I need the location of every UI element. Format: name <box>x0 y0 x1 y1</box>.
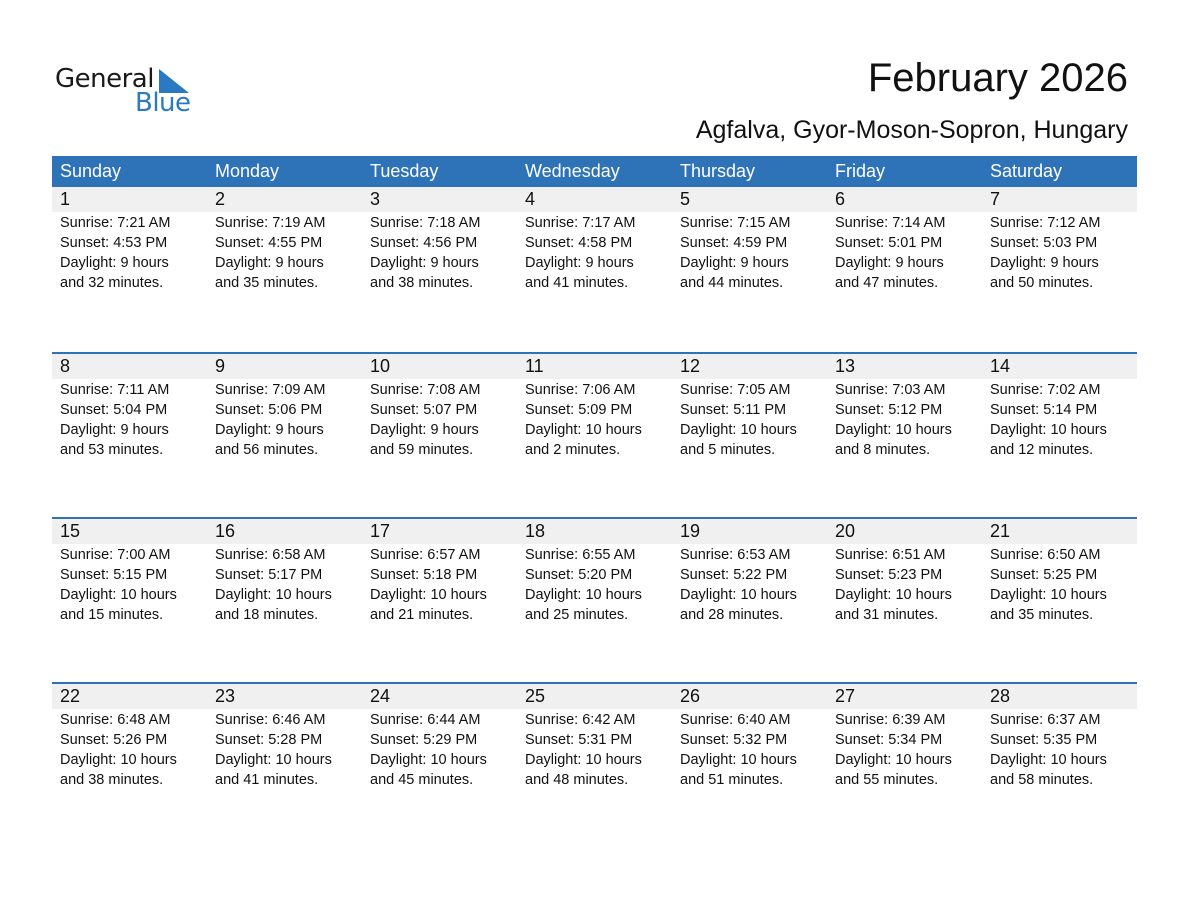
sunrise-time: Sunrise: 7:12 AM <box>990 215 1101 231</box>
daylight-duration: Daylight: 9 hours <box>835 255 944 271</box>
daylight-duration: and 48 minutes. <box>525 772 629 788</box>
sunrise-time: Sunrise: 6:40 AM <box>680 712 791 728</box>
sunset-time: Sunset: 5:15 PM <box>60 567 168 583</box>
sunset-time: Sunset: 5:26 PM <box>60 732 168 748</box>
day-number: 19 <box>680 521 701 541</box>
daylight-duration: and 5 minutes. <box>680 442 776 458</box>
weekday-header-thursday: Thursday <box>680 161 756 181</box>
weekday-header-sunday: Sunday <box>60 161 122 181</box>
daylight-duration: Daylight: 10 hours <box>370 587 487 603</box>
sunset-time: Sunset: 5:34 PM <box>835 732 943 748</box>
sunset-time: Sunset: 5:01 PM <box>835 235 943 251</box>
daylight-duration: Daylight: 10 hours <box>990 587 1107 603</box>
daylight-duration: and 55 minutes. <box>835 772 939 788</box>
day-cell <box>52 709 207 790</box>
calendar-grid <box>52 156 1137 847</box>
daylight-duration: Daylight: 10 hours <box>525 422 642 438</box>
logo-text-blue: Blue <box>135 88 191 118</box>
day-number: 21 <box>990 521 1011 541</box>
daylight-duration: and 31 minutes. <box>835 607 939 623</box>
sunset-time: Sunset: 5:17 PM <box>215 567 323 583</box>
sunrise-time: Sunrise: 6:55 AM <box>525 547 636 563</box>
daylight-duration: and 58 minutes. <box>990 772 1094 788</box>
daylight-duration: and 38 minutes. <box>60 772 164 788</box>
day-number: 9 <box>215 356 226 376</box>
week-row <box>52 352 1137 517</box>
day-cell <box>362 212 517 293</box>
daylight-duration: Daylight: 10 hours <box>680 587 797 603</box>
daylight-duration: and 41 minutes. <box>215 772 319 788</box>
day-cell <box>982 379 1137 460</box>
daylight-duration: Daylight: 9 hours <box>370 255 479 271</box>
daylight-duration: Daylight: 9 hours <box>990 255 1099 271</box>
sunrise-time: Sunrise: 7:03 AM <box>835 382 946 398</box>
day-cell <box>517 544 672 625</box>
weekday-header-saturday: Saturday <box>990 161 1063 181</box>
sunset-time: Sunset: 5:09 PM <box>525 402 633 418</box>
sunrise-time: Sunrise: 6:53 AM <box>680 547 791 563</box>
day-details-row <box>52 709 1137 790</box>
day-number: 7 <box>990 189 1001 209</box>
day-number: 28 <box>990 686 1011 706</box>
daylight-duration: Daylight: 10 hours <box>215 752 332 768</box>
sunset-time: Sunset: 5:28 PM <box>215 732 323 748</box>
sunset-time: Sunset: 5:35 PM <box>990 732 1098 748</box>
daylight-duration: Daylight: 10 hours <box>990 422 1107 438</box>
day-cell <box>982 709 1137 790</box>
daylight-duration: Daylight: 9 hours <box>215 422 324 438</box>
sunrise-time: Sunrise: 6:44 AM <box>370 712 481 728</box>
sunrise-time: Sunrise: 6:46 AM <box>215 712 326 728</box>
logo-text-general: General <box>55 64 154 94</box>
day-number: 2 <box>215 189 226 209</box>
day-cell <box>672 379 827 460</box>
day-cell <box>362 709 517 790</box>
day-cell <box>672 544 827 625</box>
day-number: 4 <box>525 189 536 209</box>
daylight-duration: and 2 minutes. <box>525 442 621 458</box>
daylight-duration: and 35 minutes. <box>990 607 1094 623</box>
sunrise-time: Sunrise: 7:14 AM <box>835 215 946 231</box>
sunrise-time: Sunrise: 7:18 AM <box>370 215 481 231</box>
day-cell <box>672 212 827 293</box>
daylight-duration: Daylight: 10 hours <box>990 752 1107 768</box>
week-row <box>52 517 1137 682</box>
sunset-time: Sunset: 5:29 PM <box>370 732 478 748</box>
day-cell <box>207 379 362 460</box>
sunset-time: Sunset: 5:22 PM <box>680 567 788 583</box>
day-number: 20 <box>835 521 856 541</box>
sunrise-time: Sunrise: 7:05 AM <box>680 382 791 398</box>
day-cell <box>362 379 517 460</box>
daylight-duration: and 25 minutes. <box>525 607 629 623</box>
daylight-duration: Daylight: 9 hours <box>680 255 789 271</box>
daylight-duration: Daylight: 10 hours <box>525 587 642 603</box>
daylight-duration: and 59 minutes. <box>370 442 474 458</box>
date-number-bar <box>52 354 1137 379</box>
day-number: 22 <box>60 686 81 706</box>
daylight-duration: and 21 minutes. <box>370 607 474 623</box>
sunset-time: Sunset: 5:12 PM <box>835 402 943 418</box>
day-number: 24 <box>370 686 391 706</box>
sunset-time: Sunset: 5:03 PM <box>990 235 1098 251</box>
date-number-bar <box>52 187 1137 212</box>
sunrise-time: Sunrise: 7:21 AM <box>60 215 171 231</box>
sunrise-time: Sunrise: 7:17 AM <box>525 215 636 231</box>
sunset-time: Sunset: 5:07 PM <box>370 402 478 418</box>
weeks-container <box>52 187 1137 847</box>
day-number: 10 <box>370 356 391 376</box>
logo <box>55 62 195 118</box>
daylight-duration: and 28 minutes. <box>680 607 784 623</box>
day-cell <box>517 379 672 460</box>
day-number: 1 <box>60 189 71 209</box>
day-cell <box>827 709 982 790</box>
daylight-duration: and 50 minutes. <box>990 275 1094 291</box>
sunset-time: Sunset: 5:04 PM <box>60 402 168 418</box>
daylight-duration: and 44 minutes. <box>680 275 784 291</box>
day-number: 3 <box>370 189 381 209</box>
day-number: 12 <box>680 356 701 376</box>
weekday-header-wednesday: Wednesday <box>525 161 620 181</box>
daylight-duration: Daylight: 10 hours <box>60 752 177 768</box>
sunrise-time: Sunrise: 6:39 AM <box>835 712 946 728</box>
daylight-duration: Daylight: 9 hours <box>60 255 169 271</box>
sunrise-time: Sunrise: 7:11 AM <box>60 382 170 398</box>
daylight-duration: and 45 minutes. <box>370 772 474 788</box>
day-cell <box>982 544 1137 625</box>
sunset-time: Sunset: 5:06 PM <box>215 402 323 418</box>
day-cell <box>827 544 982 625</box>
day-cell <box>362 544 517 625</box>
day-cell <box>52 544 207 625</box>
day-cell <box>827 379 982 460</box>
day-cell <box>52 379 207 460</box>
sunrise-time: Sunrise: 7:15 AM <box>680 215 791 231</box>
daylight-duration: and 47 minutes. <box>835 275 939 291</box>
day-number: 5 <box>680 189 691 209</box>
sunset-time: Sunset: 5:20 PM <box>525 567 633 583</box>
sunrise-time: Sunrise: 7:09 AM <box>215 382 326 398</box>
sunrise-time: Sunrise: 6:58 AM <box>215 547 326 563</box>
day-number: 14 <box>990 356 1011 376</box>
day-cell <box>672 709 827 790</box>
sunrise-time: Sunrise: 7:00 AM <box>60 547 171 563</box>
day-cell <box>52 212 207 293</box>
day-cell <box>827 212 982 293</box>
week-row <box>52 187 1137 352</box>
sunset-time: Sunset: 5:31 PM <box>525 732 633 748</box>
weekday-header-row <box>52 156 1137 187</box>
daylight-duration: and 38 minutes. <box>370 275 474 291</box>
weekday-header-tuesday: Tuesday <box>370 161 439 181</box>
sunrise-time: Sunrise: 6:57 AM <box>370 547 481 563</box>
day-number: 8 <box>60 356 71 376</box>
weekday-header-monday: Monday <box>215 161 280 181</box>
daylight-duration: Daylight: 9 hours <box>60 422 169 438</box>
sunrise-time: Sunrise: 6:48 AM <box>60 712 171 728</box>
day-number: 15 <box>60 521 81 541</box>
daylight-duration: Daylight: 9 hours <box>370 422 479 438</box>
daylight-duration: Daylight: 10 hours <box>525 752 642 768</box>
daylight-duration: Daylight: 10 hours <box>60 587 177 603</box>
day-cell <box>982 212 1137 293</box>
day-cell <box>517 212 672 293</box>
daylight-duration: Daylight: 10 hours <box>370 752 487 768</box>
daylight-duration: and 56 minutes. <box>215 442 319 458</box>
sunset-time: Sunset: 4:58 PM <box>525 235 633 251</box>
date-number-bar <box>52 519 1137 544</box>
sunrise-time: Sunrise: 6:51 AM <box>835 547 946 563</box>
sunrise-time: Sunrise: 7:02 AM <box>990 382 1101 398</box>
sunrise-time: Sunrise: 7:06 AM <box>525 382 636 398</box>
daylight-duration: and 15 minutes. <box>60 607 164 623</box>
daylight-duration: and 18 minutes. <box>215 607 319 623</box>
daylight-duration: and 12 minutes. <box>990 442 1094 458</box>
daylight-duration: and 41 minutes. <box>525 275 629 291</box>
day-number: 25 <box>525 686 546 706</box>
sunset-time: Sunset: 4:55 PM <box>215 235 323 251</box>
sunset-time: Sunset: 4:59 PM <box>680 235 788 251</box>
sunset-time: Sunset: 5:11 PM <box>680 402 787 418</box>
sunrise-time: Sunrise: 7:08 AM <box>370 382 481 398</box>
day-details-row <box>52 212 1137 293</box>
daylight-duration: Daylight: 10 hours <box>680 422 797 438</box>
daylight-duration: and 35 minutes. <box>215 275 319 291</box>
day-cell <box>207 212 362 293</box>
day-number: 13 <box>835 356 856 376</box>
daylight-duration: Daylight: 10 hours <box>835 422 952 438</box>
day-number: 17 <box>370 521 391 541</box>
sunset-time: Sunset: 4:56 PM <box>370 235 478 251</box>
day-number: 18 <box>525 521 546 541</box>
sunrise-time: Sunrise: 6:37 AM <box>990 712 1101 728</box>
daylight-duration: and 53 minutes. <box>60 442 164 458</box>
day-cell <box>207 544 362 625</box>
daylight-duration: and 8 minutes. <box>835 442 931 458</box>
day-cell <box>207 709 362 790</box>
day-number: 11 <box>525 356 544 376</box>
day-number: 16 <box>215 521 236 541</box>
daylight-duration: Daylight: 9 hours <box>525 255 634 271</box>
sunset-time: Sunset: 5:18 PM <box>370 567 478 583</box>
page-title: February 2026 <box>867 56 1128 100</box>
location-subtitle: Agfalva, Gyor-Moson-Sopron, Hungary <box>695 116 1128 144</box>
daylight-duration: Daylight: 10 hours <box>835 752 952 768</box>
day-details-row <box>52 379 1137 460</box>
sunrise-time: Sunrise: 6:42 AM <box>525 712 636 728</box>
daylight-duration: Daylight: 10 hours <box>215 587 332 603</box>
daylight-duration: Daylight: 9 hours <box>215 255 324 271</box>
sunset-time: Sunset: 5:32 PM <box>680 732 788 748</box>
sunset-time: Sunset: 5:23 PM <box>835 567 943 583</box>
sunrise-time: Sunrise: 6:50 AM <box>990 547 1101 563</box>
day-cell <box>517 709 672 790</box>
day-number: 27 <box>835 686 856 706</box>
weekday-header-friday: Friday <box>835 161 886 181</box>
week-row <box>52 682 1137 847</box>
sunset-time: Sunset: 5:14 PM <box>990 402 1098 418</box>
sunrise-time: Sunrise: 7:19 AM <box>215 215 326 231</box>
sunset-time: Sunset: 4:53 PM <box>60 235 168 251</box>
daylight-duration: Daylight: 10 hours <box>680 752 797 768</box>
day-number: 26 <box>680 686 701 706</box>
day-number: 6 <box>835 189 846 209</box>
day-details-row <box>52 544 1137 625</box>
daylight-duration: Daylight: 10 hours <box>835 587 952 603</box>
sunset-time: Sunset: 5:25 PM <box>990 567 1098 583</box>
daylight-duration: and 51 minutes. <box>680 772 784 788</box>
day-number: 23 <box>215 686 236 706</box>
date-number-bar <box>52 684 1137 709</box>
daylight-duration: and 32 minutes. <box>60 275 164 291</box>
